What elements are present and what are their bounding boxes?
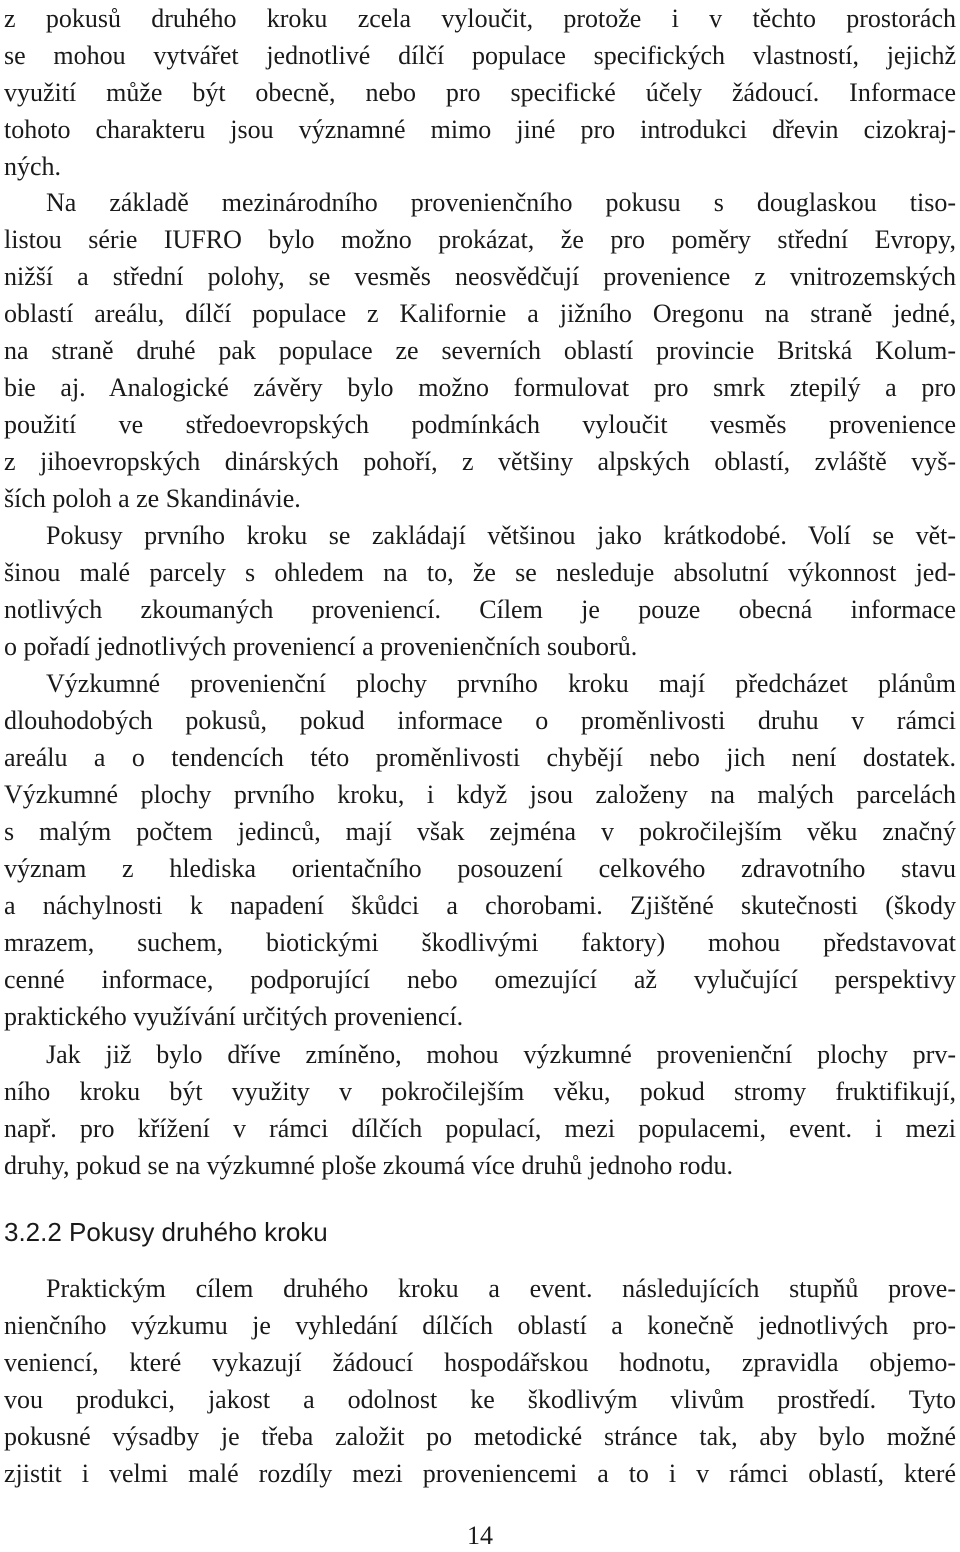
text-line: a náchylnosti k napadení škůdci a chorobami. Zjištěné skutečnosti (škody <box>4 891 956 920</box>
text-line: listou série IUFRO bylo možno prokázat, že pro poměry střední Evropy, <box>4 225 956 254</box>
text-line: z jihoevropských dinárských pohoří, z většiny alpských oblastí, zvláště vyš- <box>4 447 956 476</box>
text-line: Praktickým cílem druhého kroku a event. následujících stupňů prove- <box>46 1274 956 1303</box>
text-line: tohoto charakteru jsou významné mimo jiné pro introdukci dřevin cizokraj- <box>4 115 956 144</box>
text-line: praktického využívání určitých proveniencí. <box>4 1002 464 1031</box>
text-line: s malým počtem jedinců, mají však zejména v pokročilejším věku značný <box>4 817 956 846</box>
text-line: o pořadí jednotlivých proveniencí a provenienčních souborů. <box>4 632 638 661</box>
text-line: ných. <box>4 152 62 181</box>
text-line: ších poloh a ze Skandinávie. <box>4 484 301 513</box>
text-line: nižší a střední polohy, se vesměs neosvědčují provenience z vnitrozemských <box>4 262 956 291</box>
text-line: dlouhodobých pokusů, pokud informace o proměnlivosti druhu v rámci <box>4 706 956 735</box>
text-line: oblastí areálu, dílčí populace z Kalifornie a jižního Oregonu na straně jedné, <box>4 299 956 328</box>
text-line: použití ve středoevropských podmínkách vyloučit vesměs provenience <box>4 410 956 439</box>
text-line: cenné informace, podporující nebo omezující až vylučující perspektivy <box>4 965 956 994</box>
text-line: se mohou vytvářet jednotlivé dílčí populace specifických vlastností, jejichž <box>4 41 956 70</box>
text-line: z pokusů druhého kroku zcela vyloučit, protože i v těchto prostorách <box>4 4 956 33</box>
text-line: Na základě mezinárodního provenienčního pokusu s douglaskou tiso- <box>46 188 956 217</box>
text-line: význam z hlediska orientačního posouzení celkového zdravotního stavu <box>4 854 956 883</box>
text-line: Výzkumné plochy prvního kroku, i když jsou založeny na malých parcelách <box>4 780 956 809</box>
text-line: pokusné výsadby je třeba založit po metodické stránce tak, aby bylo možné <box>4 1422 956 1451</box>
text-line: zjistit i velmi malé rozdíly mezi proveniencemi a to i v rámci oblastí, které <box>4 1459 956 1488</box>
text-line: druhy, pokud se na výzkumné ploše zkoumá více druhů jednoho rodu. <box>4 1151 734 1180</box>
text-line: Pokusy prvního kroku se zakládají většinou jako krátkodobé. Volí se vět- <box>46 521 956 550</box>
text-line: veniencí, které vykazují žádoucí hospodářskou hodnotu, zpravidla objemo- <box>4 1348 956 1377</box>
text-line: vou produkci, jakost a odolnost ke škodlivým vlivům prostředí. Tyto <box>4 1385 956 1414</box>
text-line: notlivých zkoumaných proveniencí. Cílem je pouze obecná informace <box>4 595 956 624</box>
text-line: např. pro křížení v rámci dílčích populací, mezi populacemi, event. i mezi <box>4 1114 956 1143</box>
page-number: 14 <box>467 1521 493 1550</box>
text-line: areálu a o tendencích této proměnlivosti chybějí nebo jich není dostatek. <box>4 743 956 772</box>
text-line: bie aj. Analogické závěry bylo možno formulovat pro smrk ztepilý a pro <box>4 373 956 402</box>
text-line: na straně druhé pak populace ze severních oblastí provincie Britská Kolum- <box>4 336 956 365</box>
text-line: nienčního výzkumu je vyhledání dílčích oblastí a konečně jednotlivých pro- <box>4 1311 956 1340</box>
text-line: ního kroku být využity v pokročilejším věku, pokud stromy fruktifikují, <box>4 1077 956 1106</box>
text-line: využití může být obecně, nebo pro specifické účely žádoucí. Informace <box>4 78 956 107</box>
text-line: mrazem, suchem, biotickými škodlivými faktory) mohou představovat <box>4 928 956 957</box>
text-line: Jak již bylo dříve zmíněno, mohou výzkumné provenienční plochy prv- <box>46 1040 956 1069</box>
text-line: šinou malé parcely s ohledem na to, že se nesleduje absolutní výkonnost jed- <box>4 558 956 587</box>
section-heading: 3.2.2 Pokusy druhého kroku <box>4 1217 328 1247</box>
text-line: Výzkumné provenienční plochy prvního kroku mají předcházet plánům <box>46 669 956 698</box>
